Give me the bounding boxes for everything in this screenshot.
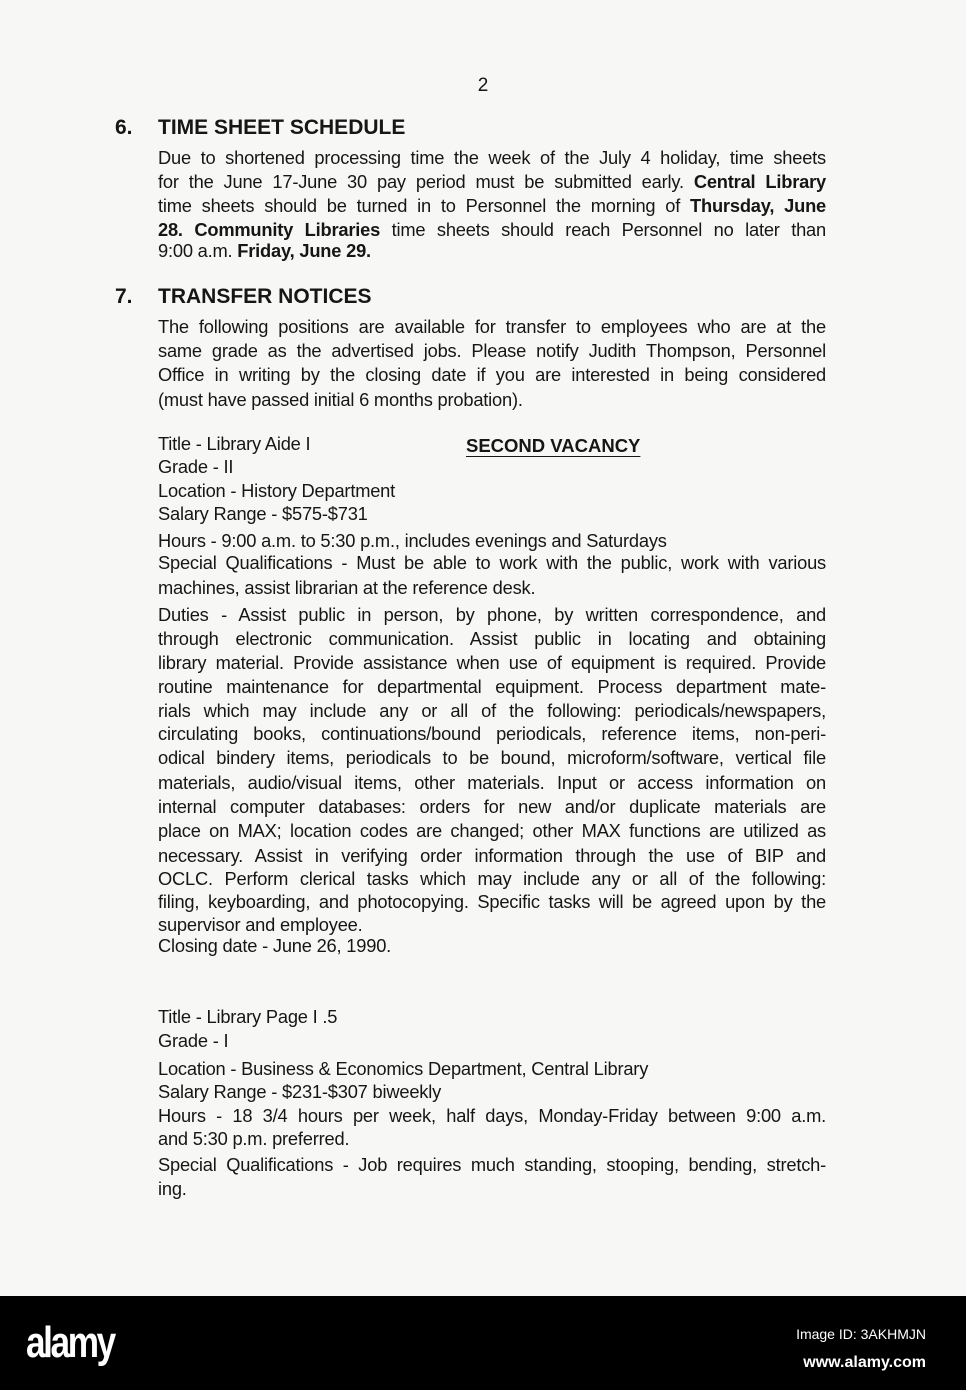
text-line: Duties - Assist public in person, by phone, by written correspondence, and [158,604,826,625]
bold-text: Friday, June 29. [237,240,371,261]
text-line: Closing date - June 26, 1990. [158,935,392,956]
text-line: ing. [158,1178,187,1199]
section-7-heading: TRANSFER NOTICES [158,285,372,308]
text-line: rials which may include any or all of the following: periodicals/newspapers, [158,700,826,721]
text-line [158,240,826,262]
text-line: Title - Library Aide I [158,433,311,454]
text-line: routine maintenance for departmental equipment. Process department mate- [158,676,826,697]
text-line: Hours - 18 3/4 hours per week, half days, Monday-Friday between 9:00 a.m. [158,1105,826,1126]
page-number: 2 [477,75,489,96]
text-line: Special Qualifications - Job requires much standing, stooping, bending, stretch- [158,1154,826,1175]
text-line: machines, assist librarian at the reference desk. [158,577,536,598]
text-line: Salary Range - $231-$307 biweekly [158,1081,442,1102]
text-line: Grade - I [158,1030,229,1051]
bold-text: Central Library [693,171,826,192]
alamy-logo: alamy [26,1318,114,1367]
section-6-heading: TIME SHEET SCHEDULE [158,116,406,139]
text-segment: time sheets should be turned in to Personnel the morning of [158,195,691,216]
text-line: internal computer databases: orders for new and/or duplicate materials are [158,796,826,817]
text-line: Office in writing by the closing date if you are interested in being considered [158,364,826,385]
text-line: Salary Range - $575-$731 [158,503,368,524]
text-line: The following positions are available for transfer to employees who are at the [158,316,826,337]
text-line: filing, keyboarding, and photocopying. Specific tasks will be agreed upon by the [158,891,826,912]
text-line [158,219,826,241]
text-line: OCLC. Perform clerical tasks which may include any or all of the following: [158,868,826,889]
text-line [158,195,826,217]
text-line: Due to shortened processing time the week of the July 4 holiday, time sheets [158,147,826,168]
watermark-bar [0,1296,966,1390]
text-line: Special Qualifications - Must be able to work with the public, work with various [158,552,826,573]
text-line: and 5:30 p.m. preferred. [158,1128,350,1149]
text-segment: time sheets should reach Personnel no later than [380,219,826,240]
text-line: Grade - II [158,456,234,477]
text-segment: 9:00 a.m. [158,240,238,261]
text-line: through electronic communication. Assist public in locating and obtaining [158,628,826,649]
image-id: Image ID: 3AKHMJN [796,1326,926,1342]
text-line: place on MAX; location codes are changed; other MAX functions are utilized as [158,820,826,841]
text-line: library material. Provide assistance when use of equipment is required. Provide [158,652,826,673]
text-line: odical bindery items, periodicals to be bound, microform/software, vertical file [158,747,826,768]
text-line: Title - Library Page I .5 [158,1006,338,1027]
section-6-number: 6. [115,116,133,139]
text-line: materials, audio/visual items, other materials. Input or access information on [158,772,826,793]
text-line: (must have passed initial 6 months probation). [158,389,523,410]
bold-text: Thursday, June [690,195,827,216]
bold-text: 28. Community Libraries [158,219,381,240]
text-line: necessary. Assist in verifying order information through the use of BIP and [158,845,826,866]
section-7-number: 7. [115,285,133,308]
text-line: Location - Business & Economics Department, Central Library [158,1058,649,1079]
text-segment: for the June 17-June 30 pay period must be submitted early. [158,171,694,192]
watermark-url: www.alamy.com [803,1354,926,1371]
text-line [158,171,826,193]
second-vacancy-label: SECOND VACANCY [466,435,641,456]
text-line: Location - History Department [158,480,396,501]
text-line: circulating books, continuations/bound periodicals, reference items, non-peri- [158,723,826,744]
text-line: same grade as the advertised jobs. Please notify Judith Thompson, Personnel [158,340,826,361]
text-line: Hours - 9:00 a.m. to 5:30 p.m., includes evenings and Saturdays [158,530,667,551]
text-line: supervisor and employee. [158,914,363,935]
